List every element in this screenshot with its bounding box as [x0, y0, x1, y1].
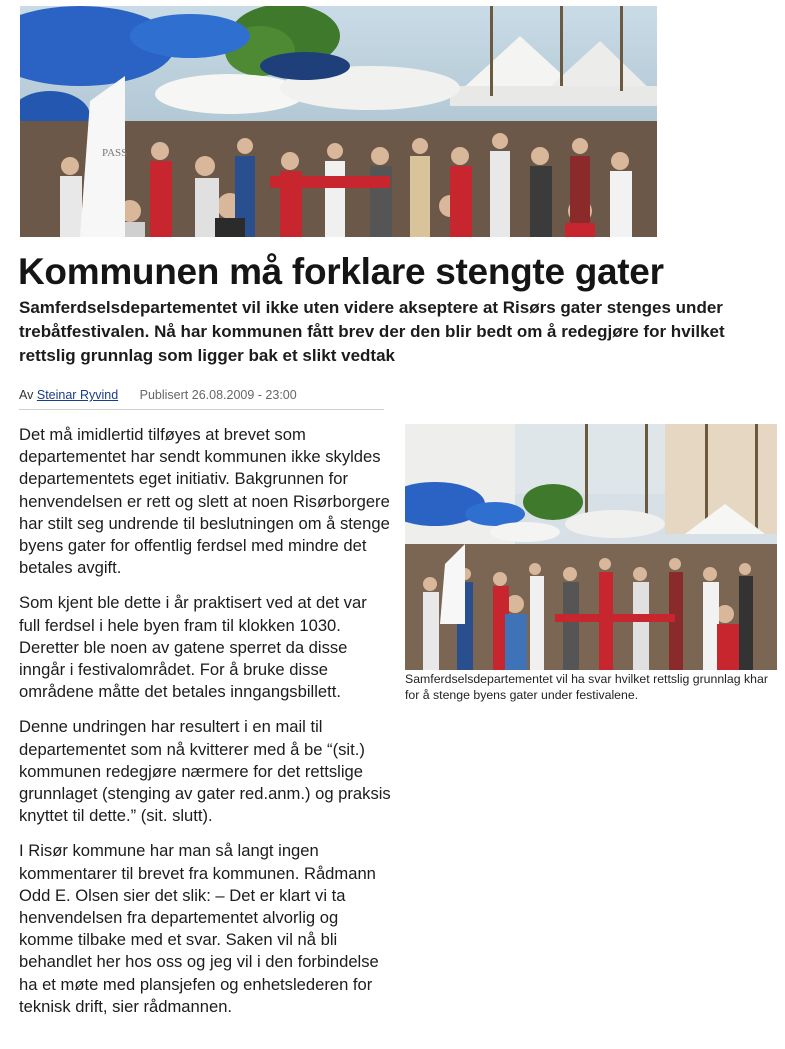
festival-crowd-image [20, 6, 657, 237]
byline-divider [19, 409, 384, 410]
published-date: 26.08.2009 - 23:00 [191, 388, 297, 402]
inset-photo [405, 424, 777, 670]
festival-street-image [405, 424, 777, 670]
author-link[interactable]: Steinar Ryvind [36, 388, 119, 402]
article-headline: Kommunen må forklare stengte gater [18, 251, 664, 292]
article-lead: Samferdselsdepartementet vil ikke uten videre akseptere at Risørs gater stenges under trebåtfestivalen. Nå har kommunen fått brev der den blir bedt om å redegjøre for hvilket rettslig grunnlag som ligger bak et slikt vedtak [19, 298, 725, 365]
hero-photo [20, 6, 657, 237]
byline [19, 388, 297, 402]
body-paragraph: Det må imidlertid tilføyes at brevet som departementet har sendt kommunen ikke skyldes departementets eget initiativ. Bakgrunnen for henvendelsen er rett og slett at noen Risørborgere har stilt seg undrende til beslutningen om å stenge byens gater for offentlig ferdsel med mindre det betales avgift. [19, 425, 390, 578]
published-label: Publisert [139, 388, 189, 402]
inset-caption: Samferdselsdepartementet vil ha svar hvilket rettslig grunnlag khar for å stenge byens gater under festivalene. [405, 672, 768, 702]
article-body [19, 424, 391, 1031]
pass-sign-text: PASS [102, 147, 128, 159]
body-paragraph: I Risør kommune har man så langt ingen kommentarer til brevet fra kommunen. Rådmann Odd E. Olsen sier det slik: – Det er klart vi ta henvendelsen fra departementet alvorlig og komme tilbake med et svar. Saken vil nå bli behandlet her hos oss og jeg vil i den forbindelse ha et møte med plansjefen og enhetslederen for teknisk drift, sier rådmannen. [19, 841, 379, 1016]
body-paragraph: Denne undringen har resultert i en mail til departementet som nå kvitterer med å be “(sit.) kommunen redegjøre nærmere for det rettslige grunnlaget (stenging av gater red.anm.) og praksis knyttet til dette.” (sit. slutt). [19, 717, 391, 826]
body-paragraph: Som kjent ble dette i år praktisert ved at det var full ferdsel i hele byen fram til klokken 1030. Deretter ble noen av gatene sperret da disse inngår i festivalområdet. For å bruke disse områdene måtte det betales inngangsbillett. [19, 593, 367, 702]
byline-prefix: Av [19, 388, 34, 402]
